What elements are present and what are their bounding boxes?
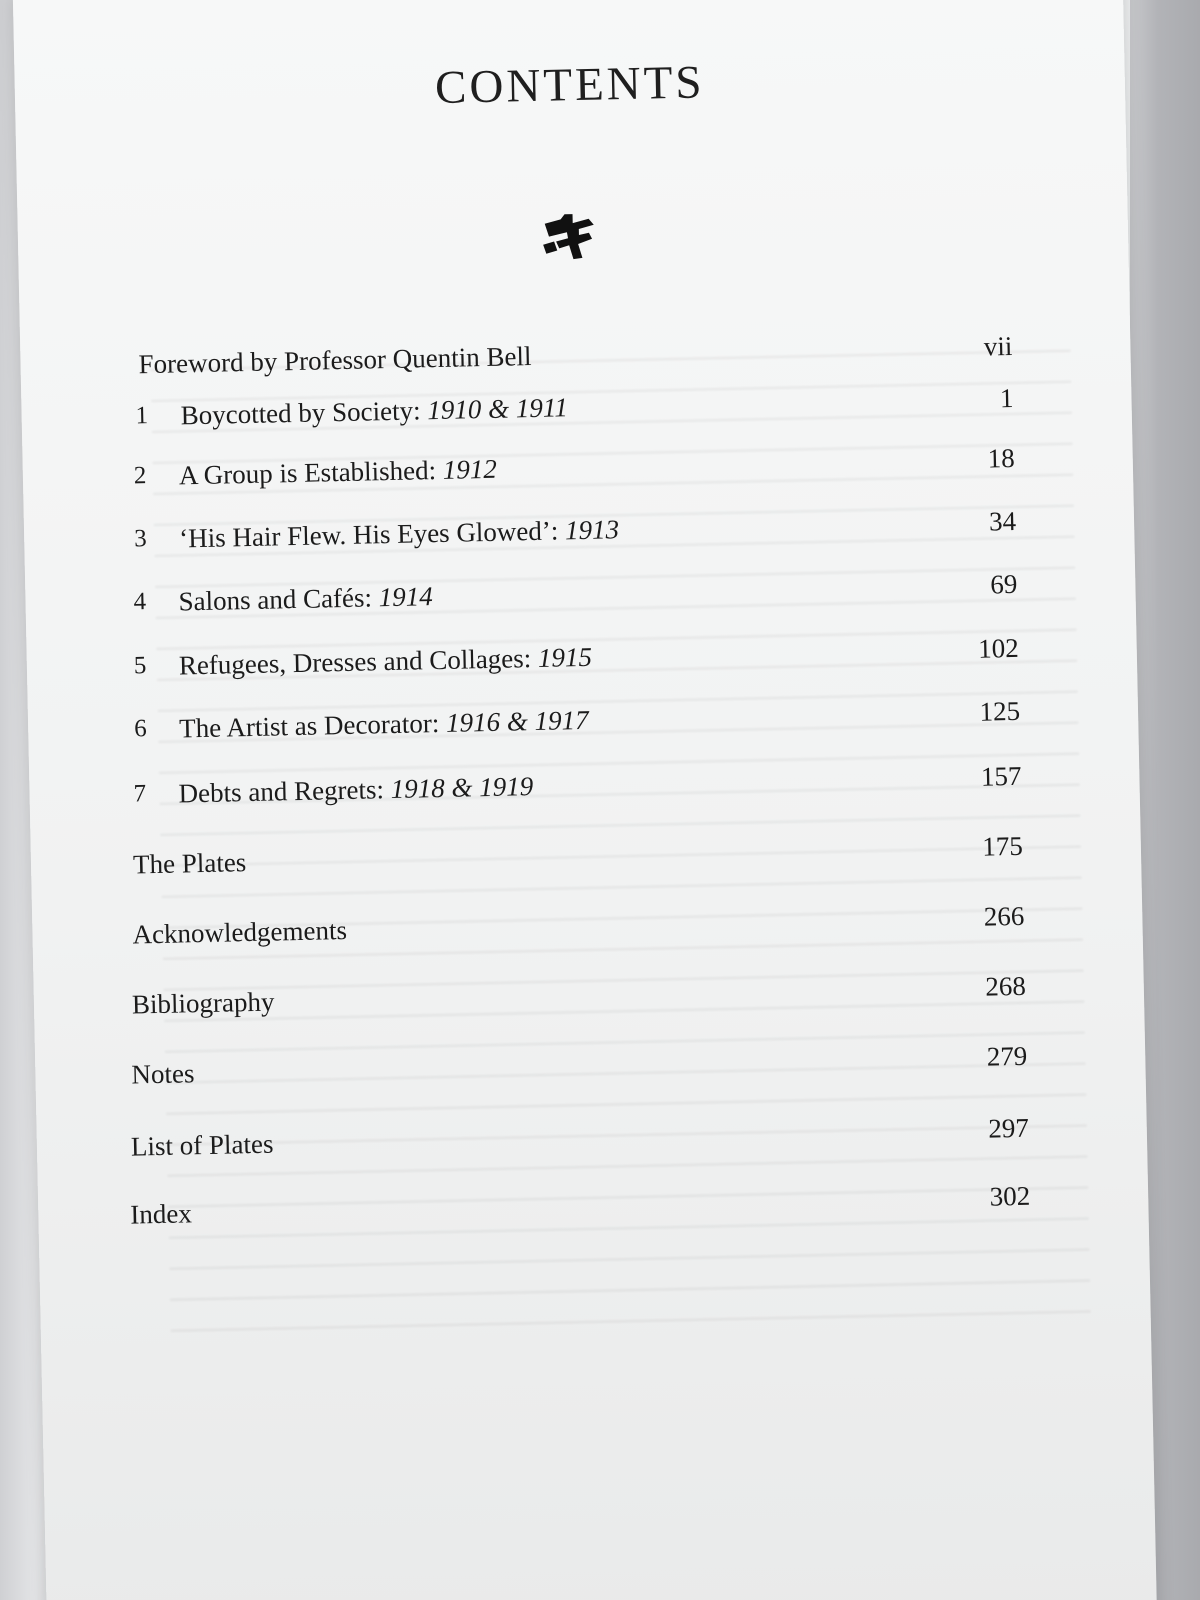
entry-title-text: Foreword by Professor Quentin Bell: [138, 341, 532, 380]
entry-dates: 1918 & 1919: [390, 771, 534, 805]
entry-title-text: Debts and Regrets:: [178, 774, 392, 809]
entry-title: [131, 1053, 195, 1094]
chapter-number: 1: [135, 402, 149, 430]
entry-title-text: Boycotted by Society:: [180, 395, 428, 431]
page-number: 69: [990, 568, 1018, 600]
entry-title: [131, 1124, 274, 1167]
page-number: 157: [980, 760, 1022, 792]
entry-title-text: Bibliography: [131, 986, 275, 1020]
publisher-mark-icon: [538, 211, 597, 264]
entry-dates: 1916 & 1917: [445, 704, 589, 738]
chapter-number: 4: [133, 588, 147, 616]
chapter-number: 6: [133, 715, 147, 743]
entry-title-text: Salons and Cafés:: [178, 582, 380, 617]
page-number: 279: [986, 1040, 1028, 1072]
entry-title-text: Refugees, Dresses and Collages:: [178, 642, 539, 681]
entry-title: [178, 576, 433, 621]
entry-title: [180, 387, 568, 435]
page-number: 266: [983, 900, 1025, 932]
book-page: [13, 0, 1158, 1600]
entry-title-text: Acknowledgements: [132, 915, 348, 950]
entry-title-text: Index: [130, 1198, 193, 1230]
entry-title: [178, 766, 533, 813]
entry-title: [133, 842, 247, 884]
page-number: 34: [988, 505, 1017, 537]
chapter-number: 3: [133, 525, 148, 553]
chapter-number: 2: [133, 462, 147, 490]
entry-title-text: Notes: [131, 1058, 195, 1090]
page-number: 175: [982, 830, 1024, 862]
entry-dates: 1910 & 1911: [426, 392, 569, 426]
page-number: 102: [977, 632, 1020, 664]
entry-title-text: The Artist as Decorator:: [178, 707, 447, 744]
entry-title: [132, 982, 275, 1025]
page-number: 125: [979, 695, 1021, 727]
entry-title-text: A Group is Established:: [178, 454, 444, 491]
chapter-number: 7: [133, 780, 147, 808]
entry-title: [178, 449, 497, 496]
entry-title-text: The Plates: [132, 847, 247, 880]
entry-title-text: List of Plates: [130, 1128, 274, 1162]
entry-title: [138, 336, 532, 384]
contents-title: CONTENTS: [434, 56, 706, 114]
page-number: vii: [983, 330, 1013, 362]
entry-dates: 1915: [537, 641, 593, 673]
entry-dates: 1914: [378, 581, 434, 613]
entry-title-text: ‘His Hair Flew. His Eyes Glowed’:: [178, 515, 566, 554]
contents-list: [112, 326, 1031, 1230]
page-number: 302: [989, 1180, 1031, 1212]
entry-dates: 1912: [442, 453, 498, 485]
entry-title: [132, 910, 347, 954]
entry-title: [179, 700, 589, 749]
page-number: 18: [987, 442, 1016, 474]
entry-title: [130, 1193, 192, 1234]
chapter-number: 5: [133, 652, 147, 680]
entry-dates: 1913: [564, 514, 620, 546]
page-number: 297: [987, 1112, 1030, 1144]
page-number: 268: [984, 970, 1027, 1002]
page-number: 1: [999, 382, 1014, 414]
